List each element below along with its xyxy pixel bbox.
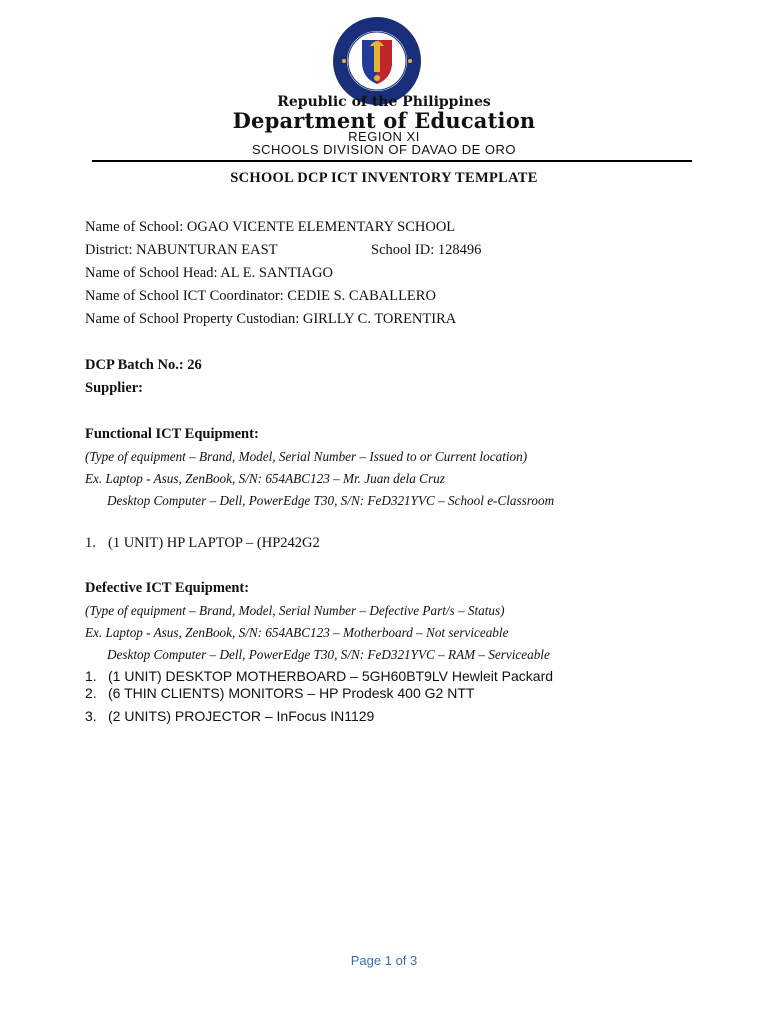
defective-heading: Defective ICT Equipment: — [85, 580, 250, 596]
item-text: (1 UNIT) DESKTOP MOTHERBOARD – 5GH60BT9LV Hewleit Packard — [108, 668, 554, 684]
dcp-batch: DCP Batch No.: 26 — [85, 357, 202, 373]
supplier: Supplier: — [85, 380, 144, 396]
header-region: REGION XI — [348, 129, 420, 144]
header-divider — [92, 160, 692, 162]
item-number: 1. — [85, 668, 97, 684]
property-custodian: Name of School Property Custodian: GIRLLY C. TORENTIRA — [85, 311, 457, 327]
functional-item — [85, 535, 320, 552]
defective-format: (Type of equipment – Brand, Model, Serial Number – Defective Part/s – Status) — [85, 603, 505, 618]
functional-heading: Functional ICT Equipment: — [85, 426, 259, 442]
ict-coordinator: Name of School ICT Coordinator: CEDIE S. CABALLERO — [85, 288, 436, 304]
item-text: (1 UNIT) HP LAPTOP – (HP242G2 — [108, 535, 320, 551]
defective-item — [85, 685, 474, 701]
deped-seal-logo — [332, 16, 422, 106]
defective-item — [85, 668, 553, 684]
functional-example-2: Desktop Computer – Dell, PowerEdge T30, S/N: FeD321YVC – School e-Classroom — [107, 493, 555, 508]
functional-example-1: Ex. Laptop - Asus, ZenBook, S/N: 654ABC123 – Mr. Juan dela Cruz — [85, 471, 445, 486]
header-division: SCHOOLS DIVISION OF DAVAO DE ORO — [251, 142, 516, 157]
item-number: 2. — [85, 685, 97, 701]
header-department: Department of Education — [232, 108, 536, 133]
page-number: Page 1 of 3 — [350, 953, 418, 968]
item-text: (2 UNITS) PROJECTOR – InFocus IN1129 — [108, 708, 375, 724]
item-number: 3. — [85, 708, 97, 724]
header-republic: Republic of the Philippines — [277, 94, 491, 110]
school-id: School ID: 128496 — [371, 242, 482, 258]
school-head: Name of School Head: AL E. SANTIAGO — [85, 265, 333, 281]
defective-example-1: Ex. Laptop - Asus, ZenBook, S/N: 654ABC123 – Motherboard – Not serviceable — [85, 625, 509, 640]
document-title: SCHOOL DCP ICT INVENTORY TEMPLATE — [230, 170, 538, 186]
item-text: (6 THIN CLIENTS) MONITORS – HP Prodesk 400 G2 NTT — [108, 685, 475, 701]
functional-format: (Type of equipment – Brand, Model, Serial Number – Issued to or Current location) — [85, 449, 528, 464]
district: District: NABUNTURAN EAST — [85, 242, 278, 258]
defective-example-2: Desktop Computer – Dell, PowerEdge T30, S/N: FeD321YVC – RAM – Serviceable — [107, 647, 550, 662]
defective-item — [85, 708, 374, 724]
school-name: Name of School: OGAO VICENTE ELEMENTARY SCHOOL — [85, 219, 456, 235]
item-number: 1. — [85, 535, 96, 551]
